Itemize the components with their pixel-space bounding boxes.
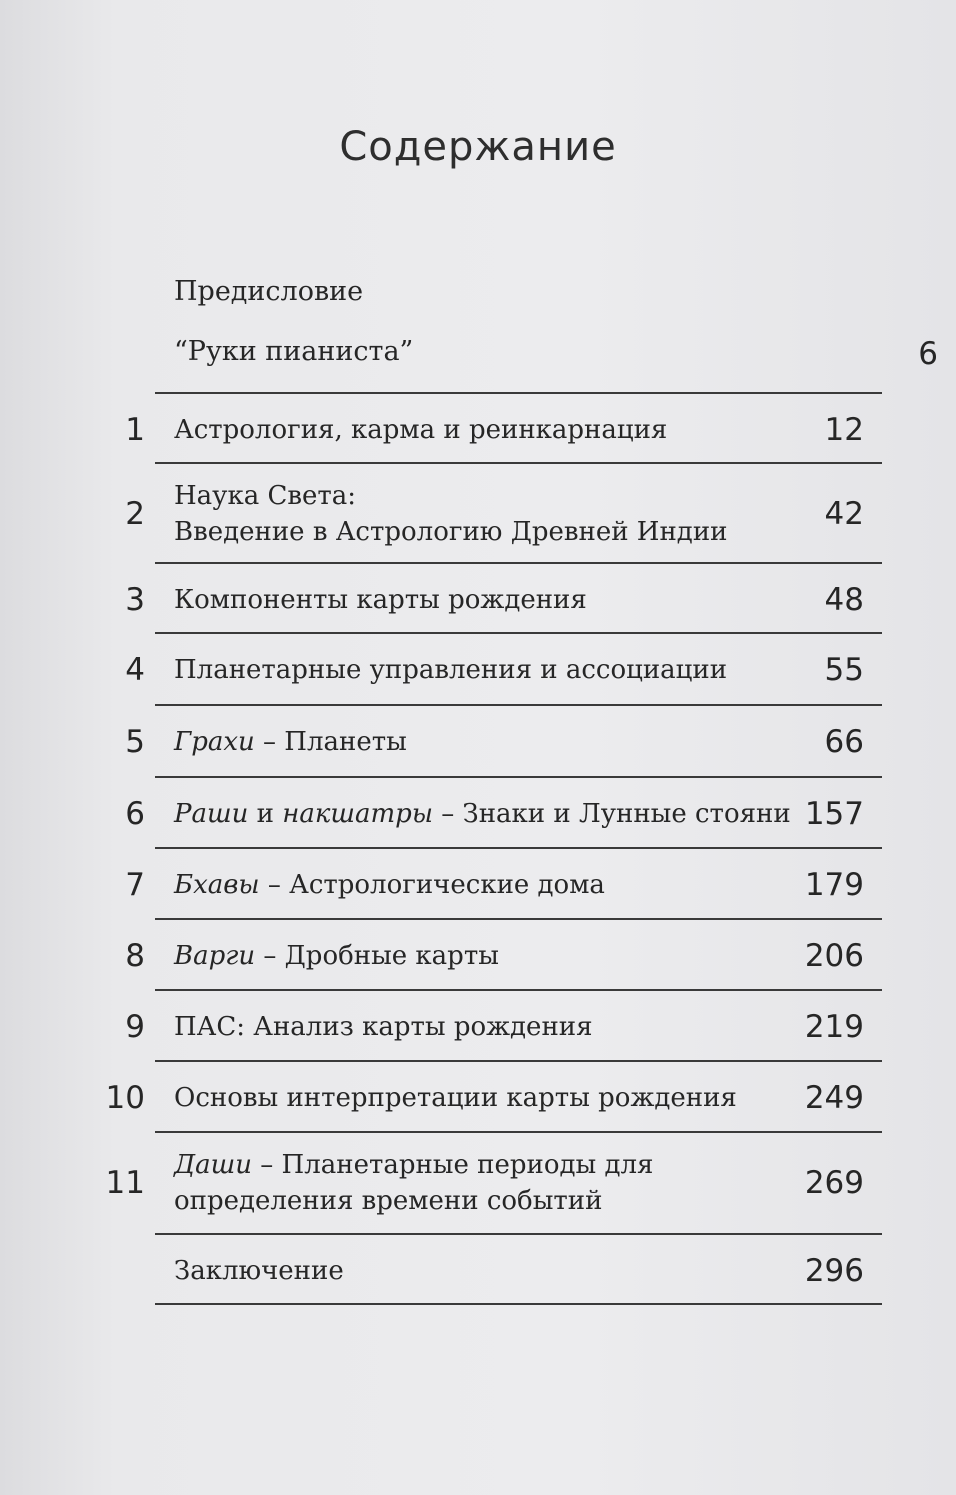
- chapter-title-text: – Дробные карты: [255, 941, 499, 971]
- chapter-title-text: ПАС: Анализ карты рождения: [174, 1012, 593, 1042]
- chapter-title-text: – Планетарные периоды для: [252, 1150, 654, 1180]
- chapter-title-term: Бхавы: [174, 870, 260, 900]
- toc-entry: [95, 564, 882, 636]
- chapter-title: [174, 796, 791, 832]
- toc-page-number: 219: [804, 1009, 864, 1045]
- chapter-title-text: Астрология, карма и реинкарнация: [174, 415, 668, 445]
- chapter-number: 6: [125, 796, 145, 832]
- toc-page-number: 206: [804, 938, 864, 974]
- chapter-title-text: и: [248, 799, 283, 829]
- chapter-number: 11: [105, 1165, 145, 1201]
- chapter-title-text: – Астрологические дома: [259, 870, 605, 900]
- conclusion-title: Заключение: [174, 1256, 344, 1286]
- toc-page-number: 48: [824, 582, 864, 618]
- toc-entry-conclusion: [95, 1235, 882, 1307]
- toc-entry: [95, 634, 882, 706]
- chapter-title-text: Планетарные управления и ассоциации: [174, 655, 728, 685]
- toc-page-number: 249: [804, 1080, 864, 1116]
- chapter-number: 4: [125, 652, 145, 688]
- toc-page-number: 269: [804, 1165, 864, 1201]
- chapter-title-text: Компоненты карты рождения: [174, 585, 587, 615]
- toc-entry: [95, 464, 882, 564]
- toc-page-number: 55: [824, 652, 864, 688]
- toc-page-number: 66: [824, 724, 864, 760]
- chapter-title: [174, 652, 727, 688]
- chapter-title-text: – Планеты: [254, 727, 407, 757]
- chapter-title-text: – Знаки и Лунные стояни: [433, 799, 791, 829]
- chapter-title: [174, 1009, 593, 1045]
- chapter-number: 2: [125, 496, 145, 532]
- toc-page-number: 179: [804, 867, 864, 903]
- toc-page-number: 12: [824, 412, 864, 448]
- chapter-title-line2: Введение в Астрологию Древней Индии: [174, 517, 728, 547]
- chapter-title-term: накшатры: [282, 799, 433, 829]
- toc-entry: [95, 1062, 882, 1134]
- chapter-title: [174, 724, 407, 760]
- toc-entry: [95, 849, 882, 921]
- toc-divider: [155, 1303, 882, 1305]
- toc-page-number: 6: [918, 336, 938, 372]
- chapter-title: [174, 1147, 653, 1219]
- toc-page-number: 157: [804, 796, 864, 832]
- toc-entry-piano-hands: “Руки пианиста”: [174, 336, 414, 367]
- chapter-title: [174, 1080, 737, 1116]
- chapter-number: 7: [125, 867, 145, 903]
- chapter-number: 5: [125, 724, 145, 760]
- chapter-title-term: Раши: [174, 799, 249, 829]
- page-title: Содержание: [339, 124, 617, 170]
- chapter-title: [174, 412, 667, 448]
- chapter-number: 9: [125, 1009, 145, 1045]
- chapter-title: [174, 938, 499, 974]
- chapter-title-text: Наука Света:: [174, 481, 357, 511]
- chapter-title-line2: определения времени событий: [174, 1186, 603, 1216]
- chapter-title-text: Основы интерпретации карты рождения: [174, 1083, 737, 1113]
- toc-entry: [95, 991, 882, 1063]
- chapter-title: [174, 478, 727, 550]
- chapter-number: 1: [125, 412, 145, 448]
- chapter-title-term: Даши: [174, 1150, 253, 1180]
- chapter-number: 3: [125, 582, 145, 618]
- toc-entry: [95, 920, 882, 992]
- toc-page-number: 296: [804, 1253, 864, 1289]
- toc-page-number: 42: [824, 496, 864, 532]
- chapter-number: 8: [125, 938, 145, 974]
- chapter-number: 10: [105, 1080, 145, 1116]
- chapter-title: [174, 582, 587, 618]
- toc-entry: [95, 394, 882, 466]
- chapter-title: [174, 867, 605, 903]
- chapter-title-term: Грахи: [174, 727, 255, 757]
- toc-entry: [95, 1133, 882, 1233]
- chapter-title-term: Варги: [174, 941, 256, 971]
- toc-entry: [95, 706, 882, 778]
- toc-entry: [95, 778, 882, 850]
- toc-entry-preface: Предисловие: [174, 276, 364, 307]
